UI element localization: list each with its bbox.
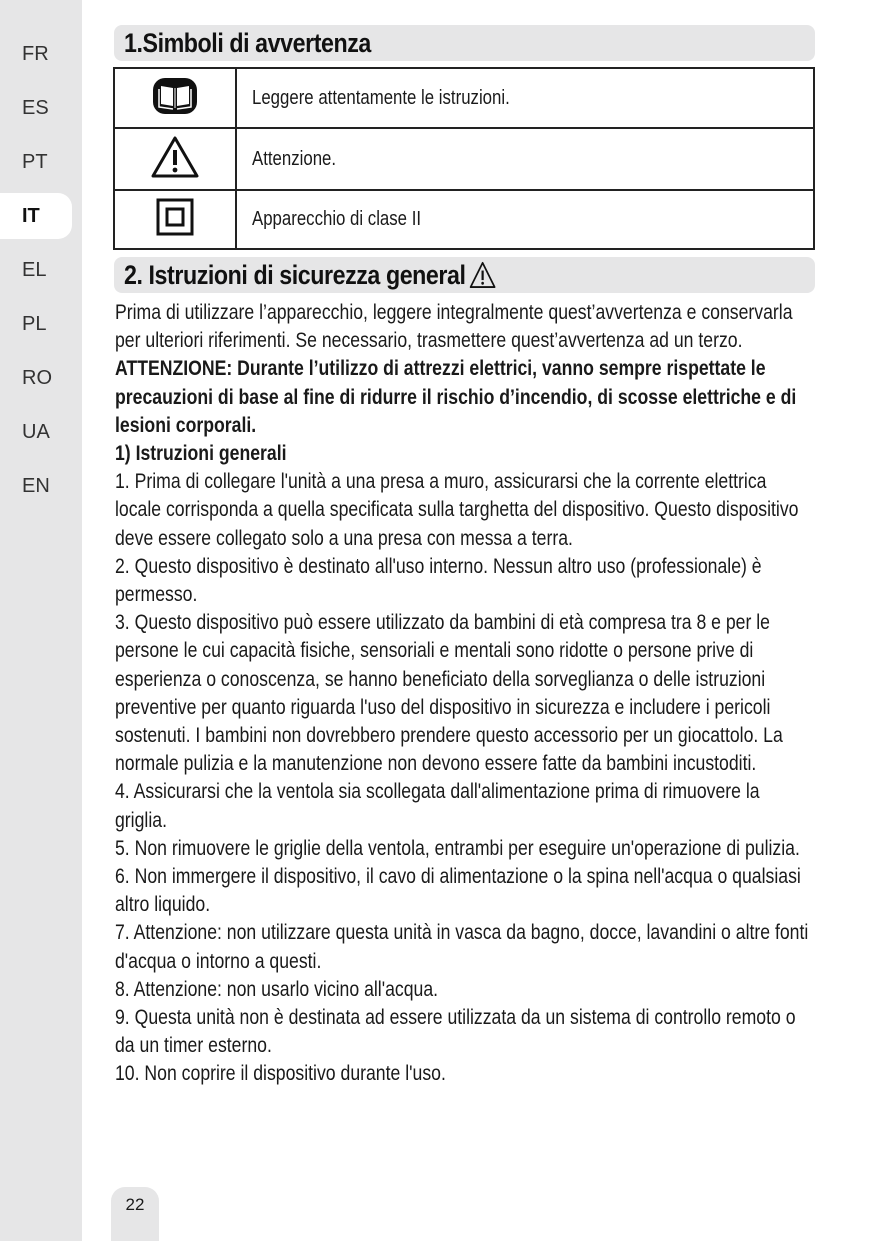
table-row bbox=[114, 128, 814, 190]
symbol-description: Leggere attentamente le istruzioni. bbox=[252, 86, 510, 109]
list-item: 5. Non rimuovere le griglie della ventola, entrambi per eseguire un'operazione di pulizia. bbox=[115, 836, 800, 860]
warning-symbols-table bbox=[113, 67, 815, 250]
list-item: 7. Attenzione: non utilizzare questa unità in vasca da bagno, docce, lavandini o altre fonti d'acqua o intorno a questi. bbox=[115, 921, 809, 973]
list-item: 8. Attenzione: non usarlo vicino all'acqua. bbox=[115, 977, 439, 1001]
intro-paragraph: Prima di utilizzare l’apparecchio, leggere integralmente quest’avvertenza e conservarla per ulteriori riferimenti. Se necessario, trasmettere quest’avvertenza ad un terzo. bbox=[115, 301, 793, 353]
page-number: 22 bbox=[111, 1187, 159, 1241]
language-sidebar bbox=[0, 0, 82, 1241]
table-row bbox=[114, 190, 814, 249]
section-2-title: 2. Istruzioni di sicurezza general bbox=[124, 259, 466, 290]
list-item: 2. Questo dispositivo è destinato all'uso interno. Nessun altro uso (professionale) è permesso. bbox=[115, 554, 762, 607]
lang-tab-pt[interactable]: PT bbox=[22, 150, 48, 173]
lang-tab-fr[interactable]: FR bbox=[22, 42, 49, 65]
list-item: 3. Questo dispositivo può essere utilizzato da bambini di età compresa tra 8 e per le persone le cui capacità fisiche, sensoriali e mentali sono ridotte o persone prive di esperienza o conoscenza, se hanno beneficiato della sorveglianza o delle istruzioni preventive per quanto riguarda l'uso del dispositivo in sicurezza e includere i pericoli sostenuti. I bambini non dovrebbero prendere questo accessorio per un giocattolo. La normale pulizia e la manutenzione non devono essere fatte da bambini incustoditi. bbox=[115, 611, 783, 776]
list-item: 1. Prima di collegare l'unità a una presa a muro, assicurarsi che la corrente elettrica locale corrisponda a quella specificata sulla targhetta del dispositivo. Questo dispositivo deve essere collegato solo a una presa con messa a terra. bbox=[115, 470, 799, 550]
safety-instructions-body bbox=[115, 299, 835, 1089]
list-item: 6. Non immergere il dispositivo, il cavo di alimentazione o la spina nell'acqua o qualsiasi altro liquido. bbox=[115, 865, 801, 917]
lang-tab-el[interactable]: EL bbox=[22, 258, 47, 281]
subheading-general-instructions: 1) Istruzioni generali bbox=[115, 442, 287, 466]
warning-triangle-icon bbox=[469, 261, 497, 289]
section-1-header bbox=[114, 25, 815, 61]
list-item: 10. Non coprire il dispositivo durante l'uso. bbox=[115, 1062, 446, 1086]
lang-tab-en[interactable]: EN bbox=[22, 474, 50, 497]
table-row bbox=[114, 68, 814, 128]
lang-tab-it-active[interactable]: IT bbox=[0, 193, 72, 239]
open-book-icon bbox=[151, 76, 199, 116]
section-1-title: 1.Simboli di avvertenza bbox=[124, 27, 371, 58]
warning-paragraph: ATTENZIONE: Durante l’utilizzo di attrezzi elettrici, vanno sempre rispettate le precauzioni di base al fine di ridurre il rischio d’incendio, di scosse elettriche e di lesioni corporali. bbox=[115, 357, 797, 437]
symbol-description: Attenzione. bbox=[252, 147, 337, 170]
symbol-description: Apparecchio di clase II bbox=[252, 208, 422, 230]
warning-triangle-icon bbox=[150, 135, 200, 179]
class-ii-double-square-icon bbox=[155, 197, 195, 237]
section-2-header bbox=[114, 257, 815, 293]
lang-tab-ro[interactable]: RO bbox=[22, 366, 52, 389]
list-item: 9. Questa unità non è destinata ad essere utilizzata da un sistema di controllo remoto o da un timer esterno. bbox=[115, 1006, 796, 1058]
lang-tab-pl[interactable]: PL bbox=[22, 312, 47, 335]
lang-tab-es[interactable]: ES bbox=[22, 96, 49, 119]
list-item: 4. Assicurarsi che la ventola sia scollegata dall'alimentazione prima di rimuovere la griglia. bbox=[115, 780, 760, 832]
lang-tab-ua[interactable]: UA bbox=[22, 420, 50, 443]
